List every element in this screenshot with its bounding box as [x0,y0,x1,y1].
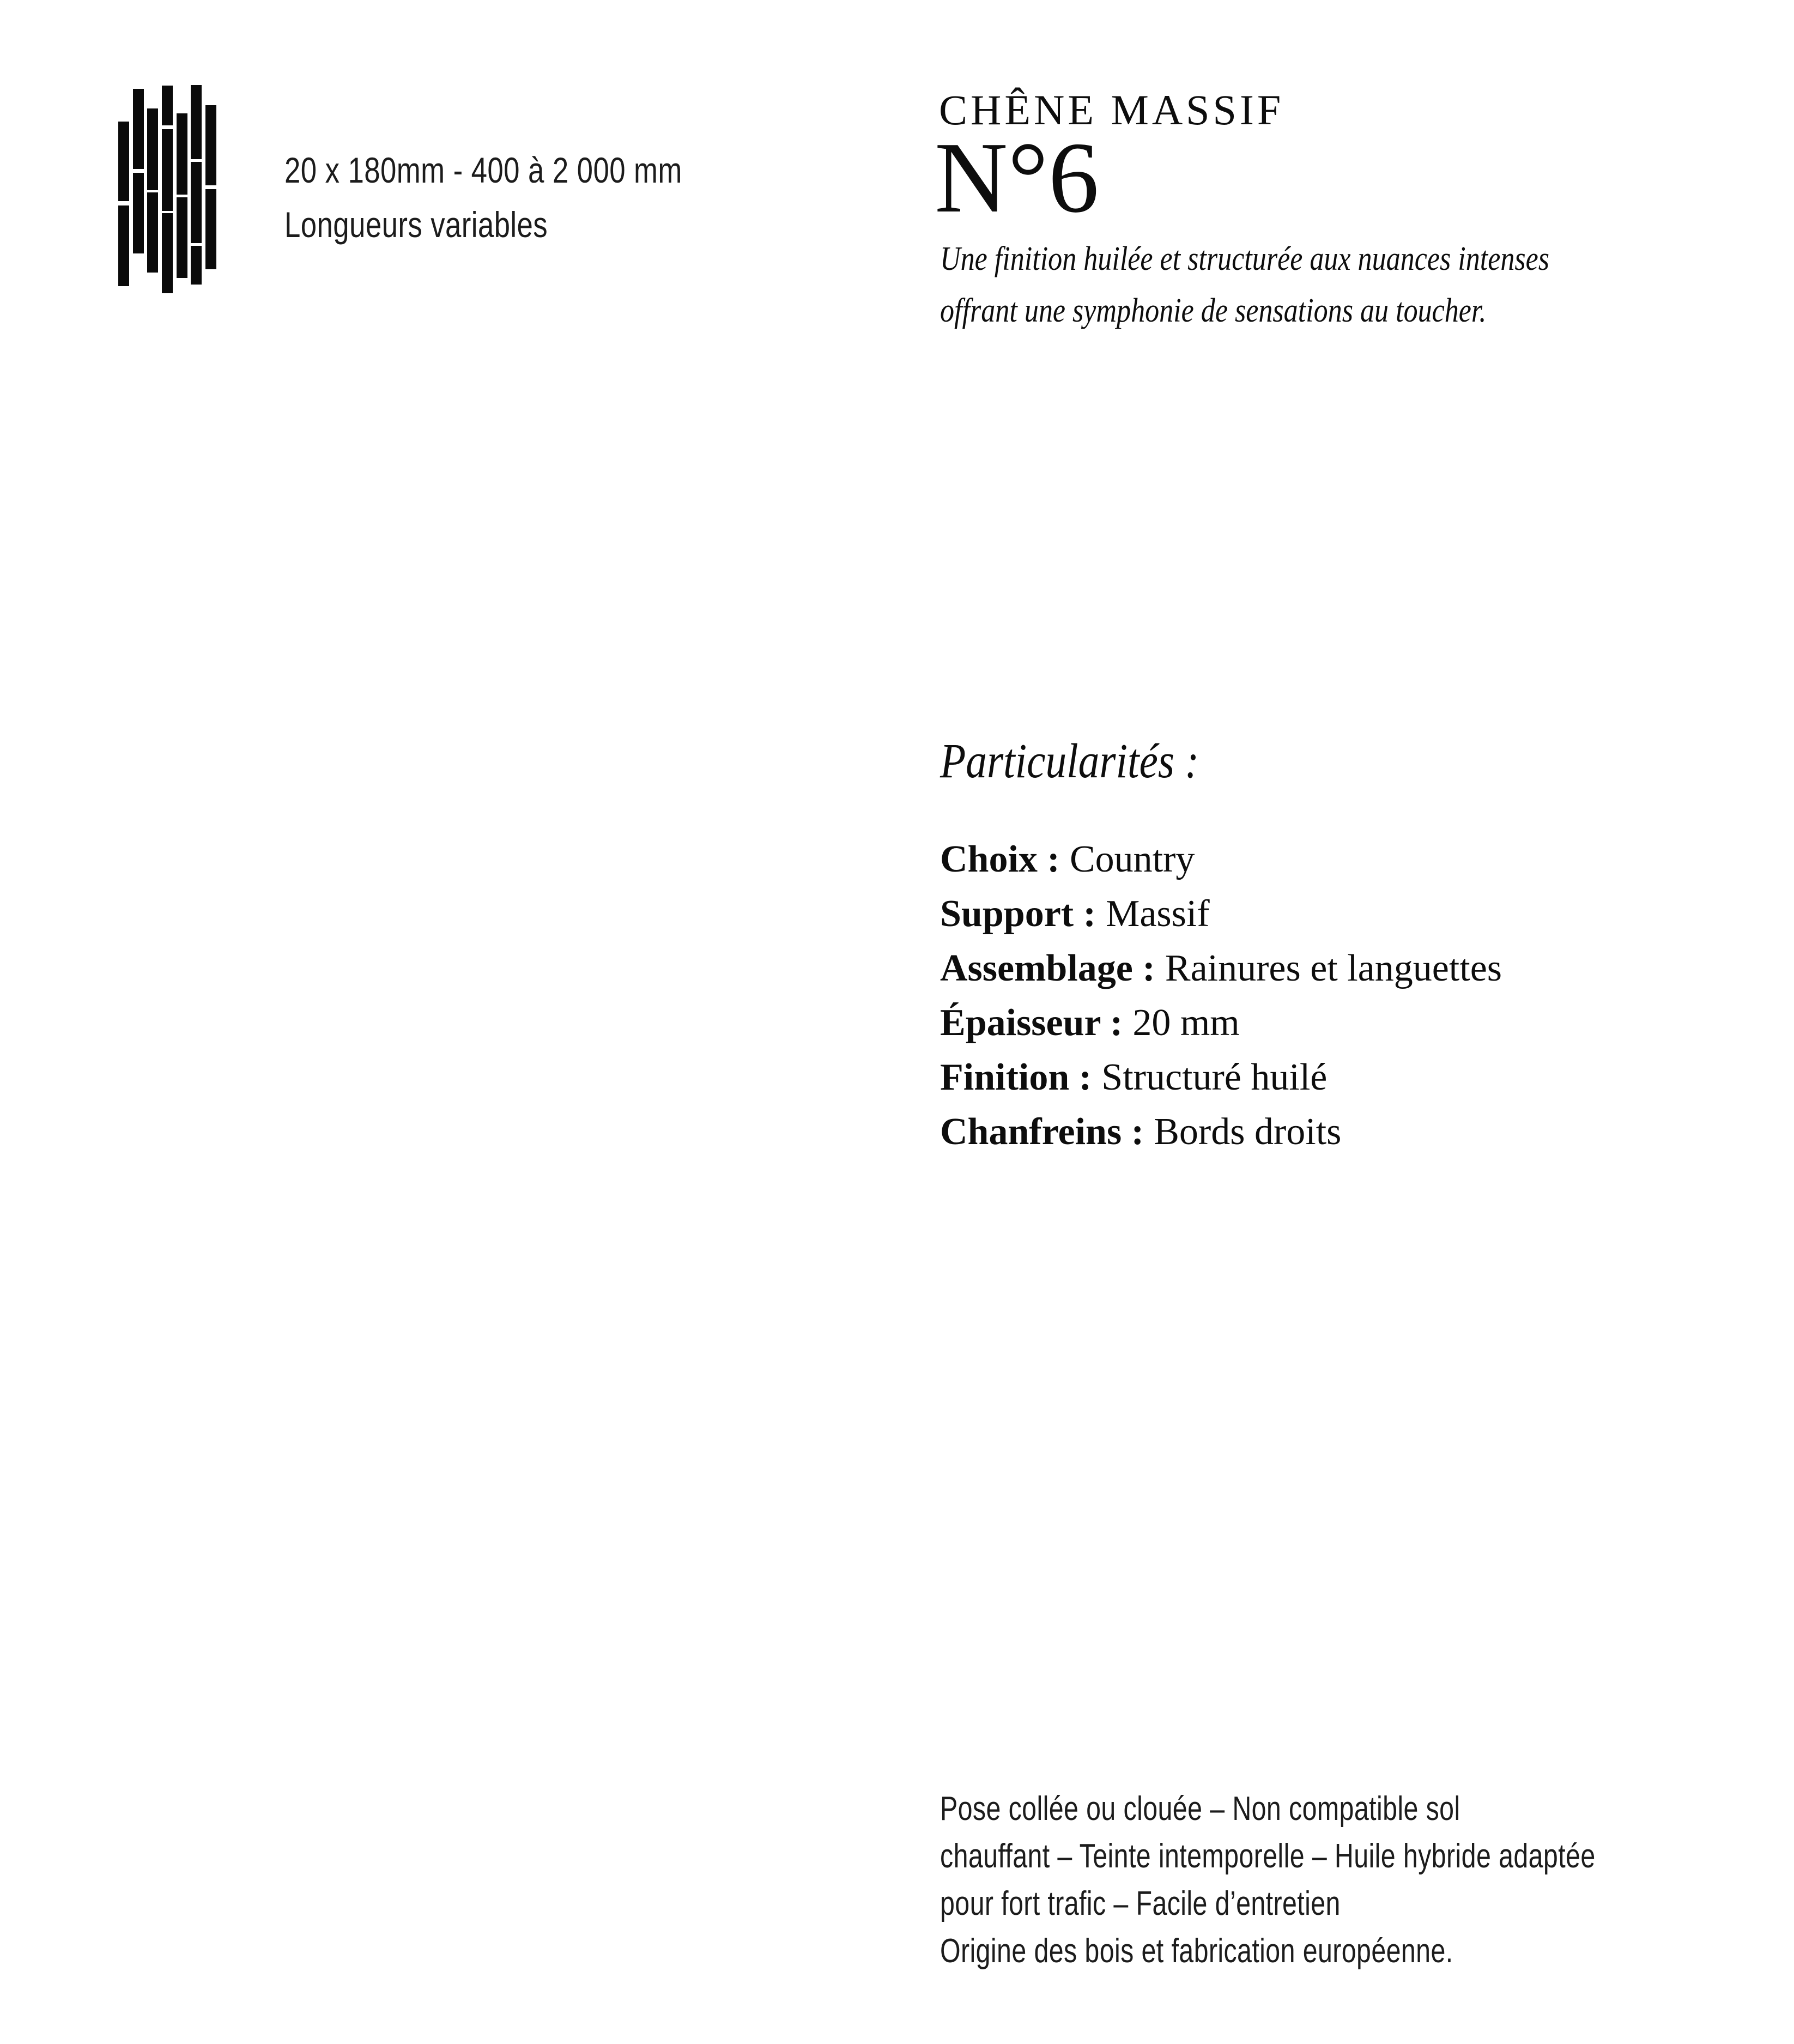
lengths-line: Longueurs variables [284,204,548,245]
description-line: offrant une symphonie de sensations au toucher. [940,292,1487,329]
spec-label: Finition : [940,1056,1092,1098]
spec-value: Rainures et languettes [1165,947,1502,989]
installation-notes [940,1785,1596,1975]
spec-label: Choix : [940,838,1060,880]
description-line: Une finition huilée et structurée aux nuances intenses [940,240,1550,277]
format-block [284,143,682,252]
spec-row [940,832,1502,887]
spec-label: Épaisseur : [940,1002,1123,1044]
spec-row [940,1050,1502,1105]
spec-row [940,1105,1502,1159]
spec-value: Massif [1106,893,1210,935]
spec-label: Assemblage : [940,947,1155,989]
product-number: N°6 [935,122,1099,234]
product-description [940,233,1549,337]
spec-row [940,996,1502,1050]
particulars-title: Particularités : [940,734,1199,788]
spec-value: Country [1069,838,1195,880]
spec-value: Bords droits [1154,1111,1342,1153]
spec-label: Support : [940,893,1096,935]
collection-title: CHÊNE MASSIF [939,86,1284,134]
format-line: 20 x 180mm - 400 à 2 000 mm [284,150,682,190]
notes-line: pour fort trafic – Facile d’entretien [940,1885,1341,1922]
spec-row [940,887,1502,941]
staggered-planks-icon [118,85,216,294]
spec-value: 20 mm [1132,1002,1240,1044]
notes-line: Origine des bois et fabrication européenne. [940,1932,1453,1970]
notes-line: chauffant – Teinte intemporelle – Huile hybride adaptée [940,1837,1596,1875]
spec-row [940,941,1502,996]
staggered-planks-svg [118,85,216,294]
notes-line: Pose collée ou clouée – Non compatible sol [940,1790,1460,1828]
specs-list [940,832,1502,1159]
spec-value: Structuré huilé [1101,1056,1328,1098]
spec-label: Chanfreins : [940,1111,1144,1153]
